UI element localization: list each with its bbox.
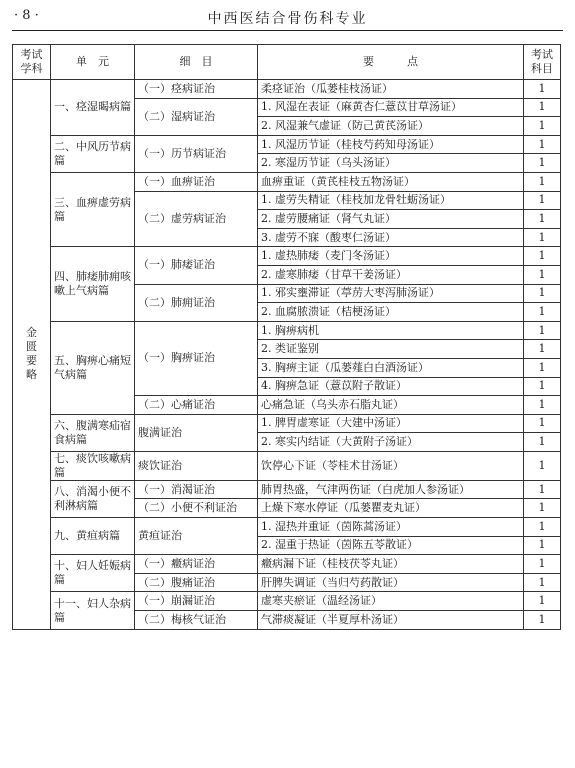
point-cell: 2. 寒湿历节证（乌头汤证）	[258, 154, 524, 173]
point-cell: 2. 虚寒肺痿（甘草干姜汤证）	[258, 265, 524, 284]
table-row	[13, 80, 561, 99]
subject-cell	[13, 80, 51, 630]
point-cell: 2. 血腐脓溃证（桔梗汤证）	[258, 303, 524, 322]
unit-cell: 四、肺痿肺痈咳嗽上气病篇	[51, 247, 135, 321]
section-cell: 黄疸证治	[135, 518, 258, 555]
exam-cell: 1	[524, 414, 561, 433]
unit-cell: 十、妇人妊娠病篇	[51, 555, 135, 592]
section-cell: （一）肺痿证治	[135, 247, 258, 284]
exam-cell: 1	[524, 98, 561, 117]
section-cell: （二）心痛证治	[135, 396, 258, 415]
header-points: 要 点	[258, 45, 524, 80]
unit-cell: 三、血痹虚劳病篇	[51, 172, 135, 246]
exam-cell: 1	[524, 247, 561, 266]
exam-cell: 1	[524, 573, 561, 592]
point-cell: 饮停心下证（苓桂术甘汤证）	[258, 451, 524, 480]
table-row	[13, 518, 561, 537]
exam-cell: 1	[524, 499, 561, 518]
subject-label: 金匮要略	[26, 326, 37, 382]
point-cell: 2. 湿重于热证（茵陈五苓散证）	[258, 536, 524, 555]
unit-cell: 八、消渴小便不利淋病篇	[51, 480, 135, 517]
exam-cell: 1	[524, 358, 561, 377]
exam-cell: 1	[524, 377, 561, 396]
section-cell: （二）梅核气证治	[135, 611, 258, 630]
exam-cell: 1	[524, 321, 561, 340]
table-row	[13, 480, 561, 499]
point-cell: 2. 寒实内结证（大黄附子汤证）	[258, 433, 524, 452]
unit-cell: 七、痰饮咳嗽病篇	[51, 451, 135, 480]
section-cell: （二）湿病证治	[135, 98, 258, 135]
exam-cell: 1	[524, 611, 561, 630]
exam-cell: 1	[524, 536, 561, 555]
table-row	[13, 247, 561, 266]
page-number: · 8 ·	[14, 8, 39, 23]
table-row	[13, 321, 561, 340]
section-cell: （一）癥病证治	[135, 555, 258, 574]
section-cell: （一）历节病证治	[135, 135, 258, 172]
table-body	[13, 80, 561, 630]
section-cell: （二）肺痈证治	[135, 284, 258, 321]
table-row	[13, 451, 561, 480]
point-cell: 4. 胸痹急证（薏苡附子散证）	[258, 377, 524, 396]
exam-cell: 1	[524, 80, 561, 99]
exam-cell: 1	[524, 284, 561, 303]
table-row	[13, 135, 561, 154]
unit-cell: 九、黄疸病篇	[51, 518, 135, 555]
header-section: 细 目	[135, 45, 258, 80]
point-cell: 3. 胸痹主证（瓜蒌薤白白酒汤证）	[258, 358, 524, 377]
page-header	[12, 4, 563, 31]
exam-cell: 1	[524, 117, 561, 136]
point-cell: 1. 虚热肺痿（麦门冬汤证）	[258, 247, 524, 266]
table-row	[13, 172, 561, 191]
point-cell: 1. 脾胃虚寒证（大建中汤证）	[258, 414, 524, 433]
section-cell: （二）腹痛证治	[135, 573, 258, 592]
section-cell: （二）小便不利证治	[135, 499, 258, 518]
point-cell: 1. 胸痹病机	[258, 321, 524, 340]
point-cell: 肝脾失调证（当归芍药散证）	[258, 573, 524, 592]
point-cell: 1. 湿热并重证（茵陈蒿汤证）	[258, 518, 524, 537]
header-subject: 考试学科	[13, 45, 51, 80]
point-cell: 1. 邪实壅滞证（葶苈大枣泻肺汤证）	[258, 284, 524, 303]
point-cell: 1. 风湿在表证（麻黄杏仁薏苡甘草汤证）	[258, 98, 524, 117]
table-row	[13, 414, 561, 433]
exam-cell: 1	[524, 303, 561, 322]
section-cell: （一）崩漏证治	[135, 592, 258, 611]
page-title: 中西医结合骨伤科专业	[207, 11, 368, 27]
unit-cell: 十一、妇人杂病篇	[51, 592, 135, 629]
exam-cell: 1	[524, 340, 561, 359]
point-cell: 1. 风湿历节证（桂枝芍药知母汤证）	[258, 135, 524, 154]
unit-cell: 五、胸痹心痛短气病篇	[51, 321, 135, 414]
section-cell: （一）胸痹证治	[135, 321, 258, 395]
point-cell: 2. 虚劳腰痛证（肾气丸证）	[258, 210, 524, 229]
point-cell: 3. 虚劳不寐（酸枣仁汤证）	[258, 228, 524, 247]
point-cell: 上燥下寒水停证（瓜蒌瞿麦丸证）	[258, 499, 524, 518]
unit-cell: 二、中风历节病篇	[51, 135, 135, 172]
section-cell: （二）虚劳病证治	[135, 191, 258, 247]
point-cell: 2. 类证鉴别	[258, 340, 524, 359]
exam-cell: 1	[524, 135, 561, 154]
point-cell: 虚寒夹瘀证（温经汤证）	[258, 592, 524, 611]
table-row	[13, 592, 561, 611]
exam-cell: 1	[524, 228, 561, 247]
point-cell: 血痹重证（黄芪桂枝五物汤证）	[258, 172, 524, 191]
point-cell: 柔痉证治（瓜蒌桂枝汤证）	[258, 80, 524, 99]
unit-cell: 六、腹满寒疝宿食病篇	[51, 414, 135, 451]
section-cell: 痰饮证治	[135, 451, 258, 480]
point-cell: 癥病漏下证（桂枝茯苓丸证）	[258, 555, 524, 574]
exam-cell: 1	[524, 154, 561, 173]
point-cell: 2. 风湿兼气虚证（防己黄芪汤证）	[258, 117, 524, 136]
exam-cell: 1	[524, 555, 561, 574]
point-cell: 1. 虚劳失精证（桂枝加龙骨牡蛎汤证）	[258, 191, 524, 210]
table-row	[13, 555, 561, 574]
exam-cell: 1	[524, 191, 561, 210]
exam-cell: 1	[524, 518, 561, 537]
header-exam: 考试科目	[524, 45, 561, 80]
syllabus-table	[12, 44, 561, 630]
exam-cell: 1	[524, 396, 561, 415]
point-cell: 气滞痰凝证（半夏厚朴汤证）	[258, 611, 524, 630]
exam-cell: 1	[524, 433, 561, 452]
exam-cell: 1	[524, 451, 561, 480]
unit-cell: 一、痉湿暍病篇	[51, 80, 135, 136]
header-unit: 单 元	[51, 45, 135, 80]
section-cell: 腹满证治	[135, 414, 258, 451]
exam-cell: 1	[524, 592, 561, 611]
exam-cell: 1	[524, 210, 561, 229]
exam-cell: 1	[524, 480, 561, 499]
section-cell: （一）痉病证治	[135, 80, 258, 99]
section-cell: （一）血痹证治	[135, 172, 258, 191]
exam-cell: 1	[524, 172, 561, 191]
point-cell: 心痛急证（乌头赤石脂丸证）	[258, 396, 524, 415]
section-cell: （一）消渴证治	[135, 480, 258, 499]
point-cell: 肺胃热盛，气津两伤证（白虎加人参汤证）	[258, 480, 524, 499]
exam-cell: 1	[524, 265, 561, 284]
